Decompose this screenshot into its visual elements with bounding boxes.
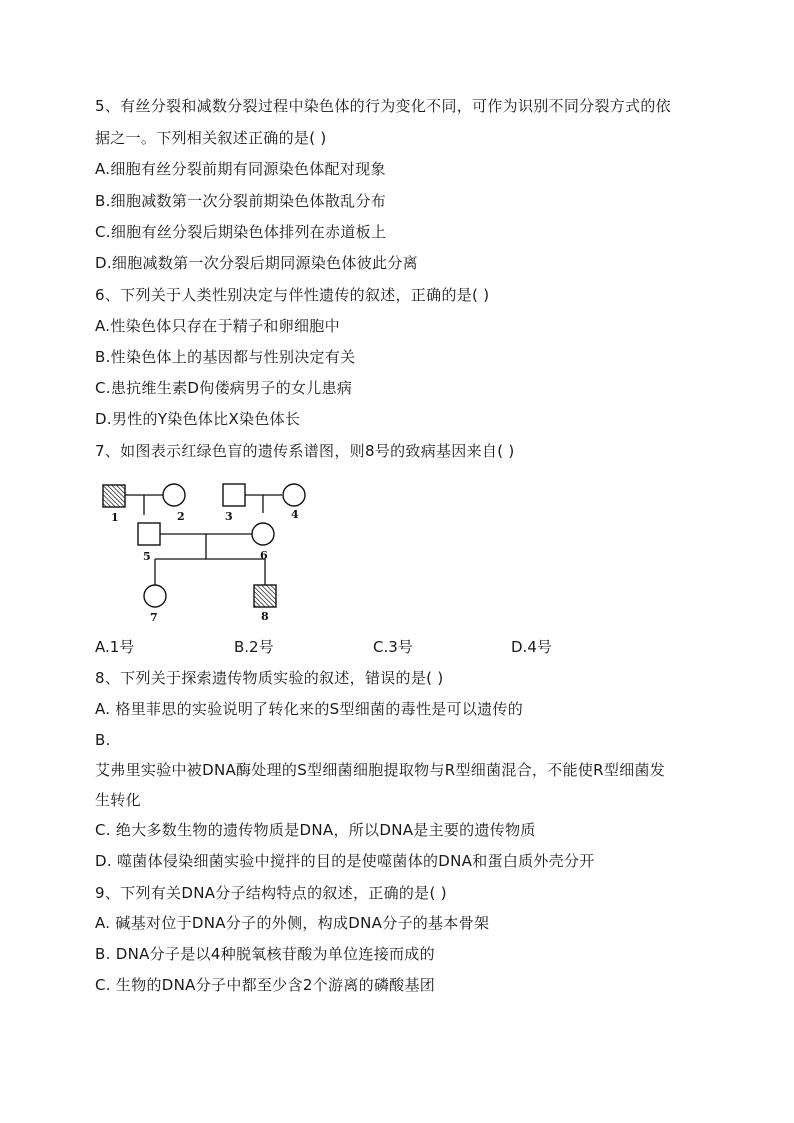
q5-option-b: B.细胞减数第一次分裂前期染色体散乱分布 [95, 192, 387, 210]
q5-option-c: C.细胞有丝分裂后期染色体排列在赤道板上 [95, 223, 387, 241]
q8-option-b-line1: 艾弗里实验中被DNA酶处理的S型细菌细胞提取物与R型细菌混合，不能使R型细菌发 [95, 761, 666, 779]
q6-stem: 6、下列关于人类性别决定与伴性遗传的叙述，正确的是( ) [95, 286, 490, 304]
q7-stem: 7、如图表示红绿色盲的遗传系谱图，则8号的致病基因来自( ) [95, 442, 515, 460]
q5-option-d: D.细胞减数第一次分裂后期同源染色体彼此分离 [95, 254, 418, 272]
q5-option-a: A.细胞有丝分裂前期有同源染色体配对现象 [95, 160, 386, 178]
label-4: 4 [291, 508, 299, 521]
label-6: 6 [260, 549, 268, 562]
q8-option-c: C. 绝大多数生物的遗传物质是DNA，所以DNA是主要的遗传物质 [95, 821, 536, 839]
label-5: 5 [143, 550, 151, 563]
q5-stem-line2: 据之一。下列相关叙述正确的是( ) [95, 129, 327, 147]
label-8: 8 [261, 610, 269, 623]
q7-option-a: A.1号 [95, 638, 135, 656]
q6-option-b: B.性染色体上的基因都与性别决定有关 [95, 348, 356, 366]
q5-stem-line1: 5、有丝分裂和减数分裂过程中染色体的行为变化不同，可作为识别不同分裂方式的依 [95, 97, 671, 115]
q7-option-b: B.2号 [234, 638, 274, 656]
individual-4-female [283, 484, 305, 506]
individual-1-affected-male [103, 485, 125, 507]
individual-6-female [252, 523, 274, 545]
individual-3-male [223, 484, 245, 506]
pedigree-chart [95, 478, 335, 628]
individual-5-male [138, 523, 160, 545]
label-1: 1 [111, 511, 119, 524]
q9-option-b: B. DNA分子是以4种脱氧核苷酸为单位连接而成的 [95, 945, 435, 963]
q6-option-d: D.男性的Y染色体比X染色体长 [95, 410, 301, 428]
q8-option-d: D. 噬菌体侵染细菌实验中搅拌的目的是使噬菌体的DNA和蛋白质外壳分开 [95, 852, 595, 870]
individual-8-affected-male [254, 585, 276, 607]
q9-option-c: C. 生物的DNA分子中都至少含2个游离的磷酸基团 [95, 976, 436, 994]
individual-7-female [144, 585, 166, 607]
q8-option-b-label: B. [95, 731, 111, 749]
individual-2-female [163, 484, 185, 506]
q8-option-a: A. 格里菲思的实验说明了转化来的S型细菌的毒性是可以遗传的 [95, 700, 524, 718]
q7-option-d: D.4号 [511, 638, 552, 656]
q9-stem: 9、下列有关DNA分子结构特点的叙述，正确的是( ) [95, 884, 447, 902]
q6-option-a: A.性染色体只存在于精子和卵细胞中 [95, 317, 340, 335]
q8-option-b-line2: 生转化 [95, 791, 141, 809]
label-2: 2 [177, 510, 185, 523]
q6-option-c: C.患抗维生素D佝偻病男子的女儿患病 [95, 379, 353, 397]
q8-stem: 8、下列关于探索遗传物质实验的叙述，错误的是( ) [95, 669, 444, 687]
q9-option-a: A. 碱基对位于DNA分子的外侧，构成DNA分子的基本骨架 [95, 914, 490, 932]
label-7: 7 [150, 611, 158, 624]
q7-options [95, 637, 715, 657]
label-3: 3 [225, 510, 233, 523]
q7-option-c: C.3号 [373, 638, 413, 656]
